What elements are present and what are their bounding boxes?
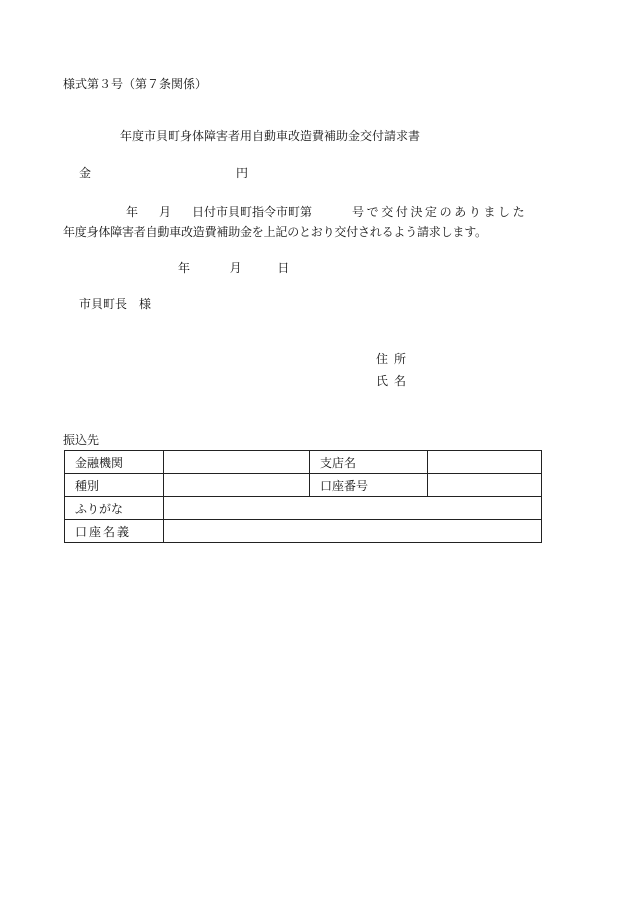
request-statement bbox=[63, 202, 583, 242]
furigana-label: ふりがな bbox=[65, 497, 164, 520]
furigana-field[interactable] bbox=[163, 497, 541, 520]
decision-year-label: 年 bbox=[126, 205, 139, 219]
decision-month-label: 月 bbox=[159, 205, 172, 219]
amount-prefix: 金 bbox=[79, 166, 92, 180]
decision-number-suffix: 号で交付決定のありました bbox=[352, 205, 528, 219]
addressee: 市貝町長 様 bbox=[79, 297, 152, 311]
institution-field[interactable] bbox=[163, 451, 309, 474]
applicant-name-label: 氏名 bbox=[376, 374, 413, 388]
table-row bbox=[65, 451, 542, 474]
table-row bbox=[65, 474, 542, 497]
date-day-label: 日 bbox=[277, 261, 290, 275]
branch-label: 支店名 bbox=[309, 451, 427, 474]
date-month-label: 月 bbox=[229, 261, 242, 275]
account-number-label: 口座番号 bbox=[309, 474, 427, 497]
institution-label: 金融機関 bbox=[65, 451, 164, 474]
applicant-address-label: 住所 bbox=[376, 352, 413, 366]
branch-field[interactable] bbox=[428, 451, 542, 474]
decision-reference-text: 日付市貝町指令市町第 bbox=[192, 205, 313, 219]
date-year-label: 年 bbox=[178, 261, 191, 275]
request-sentence: 年度身体障害者自動車改造費補助金を上記のとおり交付されるよう請求します。 bbox=[63, 225, 487, 239]
request-date bbox=[178, 261, 289, 275]
account-holder-label: 口座名義 bbox=[65, 520, 164, 543]
account-type-field[interactable] bbox=[163, 474, 309, 497]
table-row bbox=[65, 497, 542, 520]
form-number: 様式第３号（第７条関係） bbox=[63, 77, 208, 91]
bank-transfer-table bbox=[64, 450, 542, 543]
account-number-field[interactable] bbox=[428, 474, 542, 497]
bank-transfer-heading: 振込先 bbox=[63, 433, 100, 447]
document-title: 年度市貝町身体障害者用自動車改造費補助金交付請求書 bbox=[120, 129, 421, 143]
account-type-label: 種別 bbox=[65, 474, 164, 497]
table-row bbox=[65, 520, 542, 543]
account-holder-field[interactable] bbox=[163, 520, 541, 543]
amount-unit: 円 bbox=[236, 166, 249, 180]
